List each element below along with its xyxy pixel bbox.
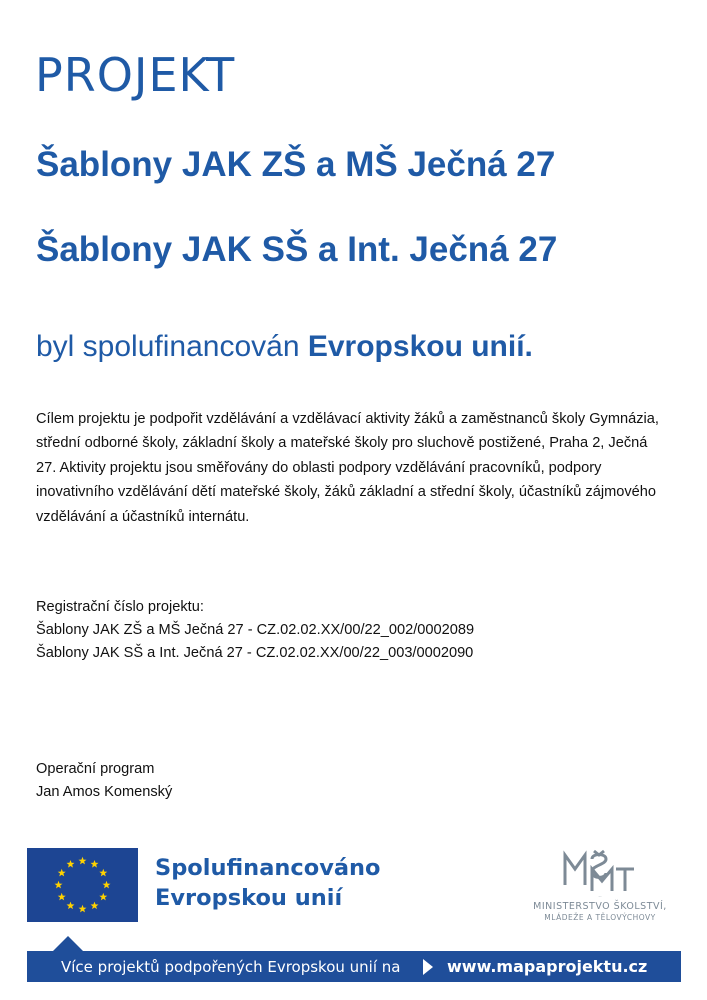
operational-program bbox=[36, 758, 172, 804]
play-arrow-icon bbox=[423, 959, 433, 975]
banner-text: Více projektů podpořených Evropskou unií na bbox=[61, 958, 401, 976]
eu-star-icon bbox=[55, 881, 63, 889]
msmt-line-1: MINISTERSTVO ŠKOLSTVÍ, bbox=[533, 901, 667, 912]
program-name: Jan Amos Komenský bbox=[36, 784, 173, 800]
project-title-1: Šablony JAK ZŠ a MŠ Ječná 27 bbox=[36, 145, 556, 184]
eu-star-icon bbox=[91, 902, 99, 910]
registration-label: Registrační číslo projektu: bbox=[36, 599, 204, 615]
msmt-mark-text: MŠMT bbox=[598, 897, 602, 898]
eu-star-icon bbox=[79, 857, 87, 865]
eu-star-icon bbox=[58, 893, 66, 901]
msmt-mark-icon bbox=[520, 847, 680, 899]
eu-cofinanced-text bbox=[155, 853, 381, 913]
funding-statement bbox=[36, 332, 533, 362]
project-description: Cílem projektu je podpořit vzdělávání a vzdělávací aktivity žáků a zaměstnanců školy Gymnázia, střední odborné školy, základní školy a mateřské školy pro sluchově postižené, Praha 2, Ječná 27. Aktivity projektu jsou směřovány do oblasti podpory vzdělávání pracovníků, podpory inovativního vzdělávání dětí mateřské školy, žáků základní a střední školy, účastníků zájmového vzdělávání a účastníků internátu. bbox=[36, 411, 659, 525]
program-label: Operační program bbox=[36, 761, 155, 777]
eu-star-icon bbox=[67, 860, 75, 868]
eu-stars-icon bbox=[27, 848, 138, 922]
mapaprojektu-link[interactable]: www.mapaprojektu.cz bbox=[447, 957, 648, 976]
msmt-line-2: MLÁDEŽE A TĚLOVÝCHOVY bbox=[544, 913, 656, 922]
eu-star-icon bbox=[99, 893, 107, 901]
eu-flag-logo bbox=[27, 848, 138, 922]
funding-prefix: byl spolufinancován bbox=[36, 330, 300, 363]
eu-star-icon bbox=[103, 881, 111, 889]
registration-line: Šablony JAK SŠ a Int. Ječná 27 - CZ.02.02.XX/00/22_003/0002090 bbox=[36, 645, 474, 661]
eu-star-icon bbox=[79, 905, 87, 913]
eu-logo-line-2: Evropskou unií bbox=[155, 885, 343, 911]
eu-star-icon bbox=[99, 869, 107, 877]
registration-block bbox=[36, 596, 474, 665]
funding-emphasis: Evropskou unií. bbox=[307, 330, 533, 363]
project-title-2: Šablony JAK SŠ a Int. Ječná 27 bbox=[36, 230, 558, 269]
project-kicker: PROJEKT bbox=[35, 48, 236, 102]
msmt-logo bbox=[520, 847, 680, 927]
eu-logo-line-1: Spolufinancováno bbox=[155, 855, 381, 881]
banner-notch bbox=[53, 936, 83, 951]
footer-banner bbox=[27, 951, 681, 982]
registration-line: Šablony JAK ZŠ a MŠ Ječná 27 - CZ.02.02.XX/00/22_002/0002089 bbox=[36, 622, 475, 638]
eu-star-icon bbox=[58, 869, 66, 877]
eu-star-icon bbox=[91, 860, 99, 868]
eu-star-icon bbox=[67, 902, 75, 910]
